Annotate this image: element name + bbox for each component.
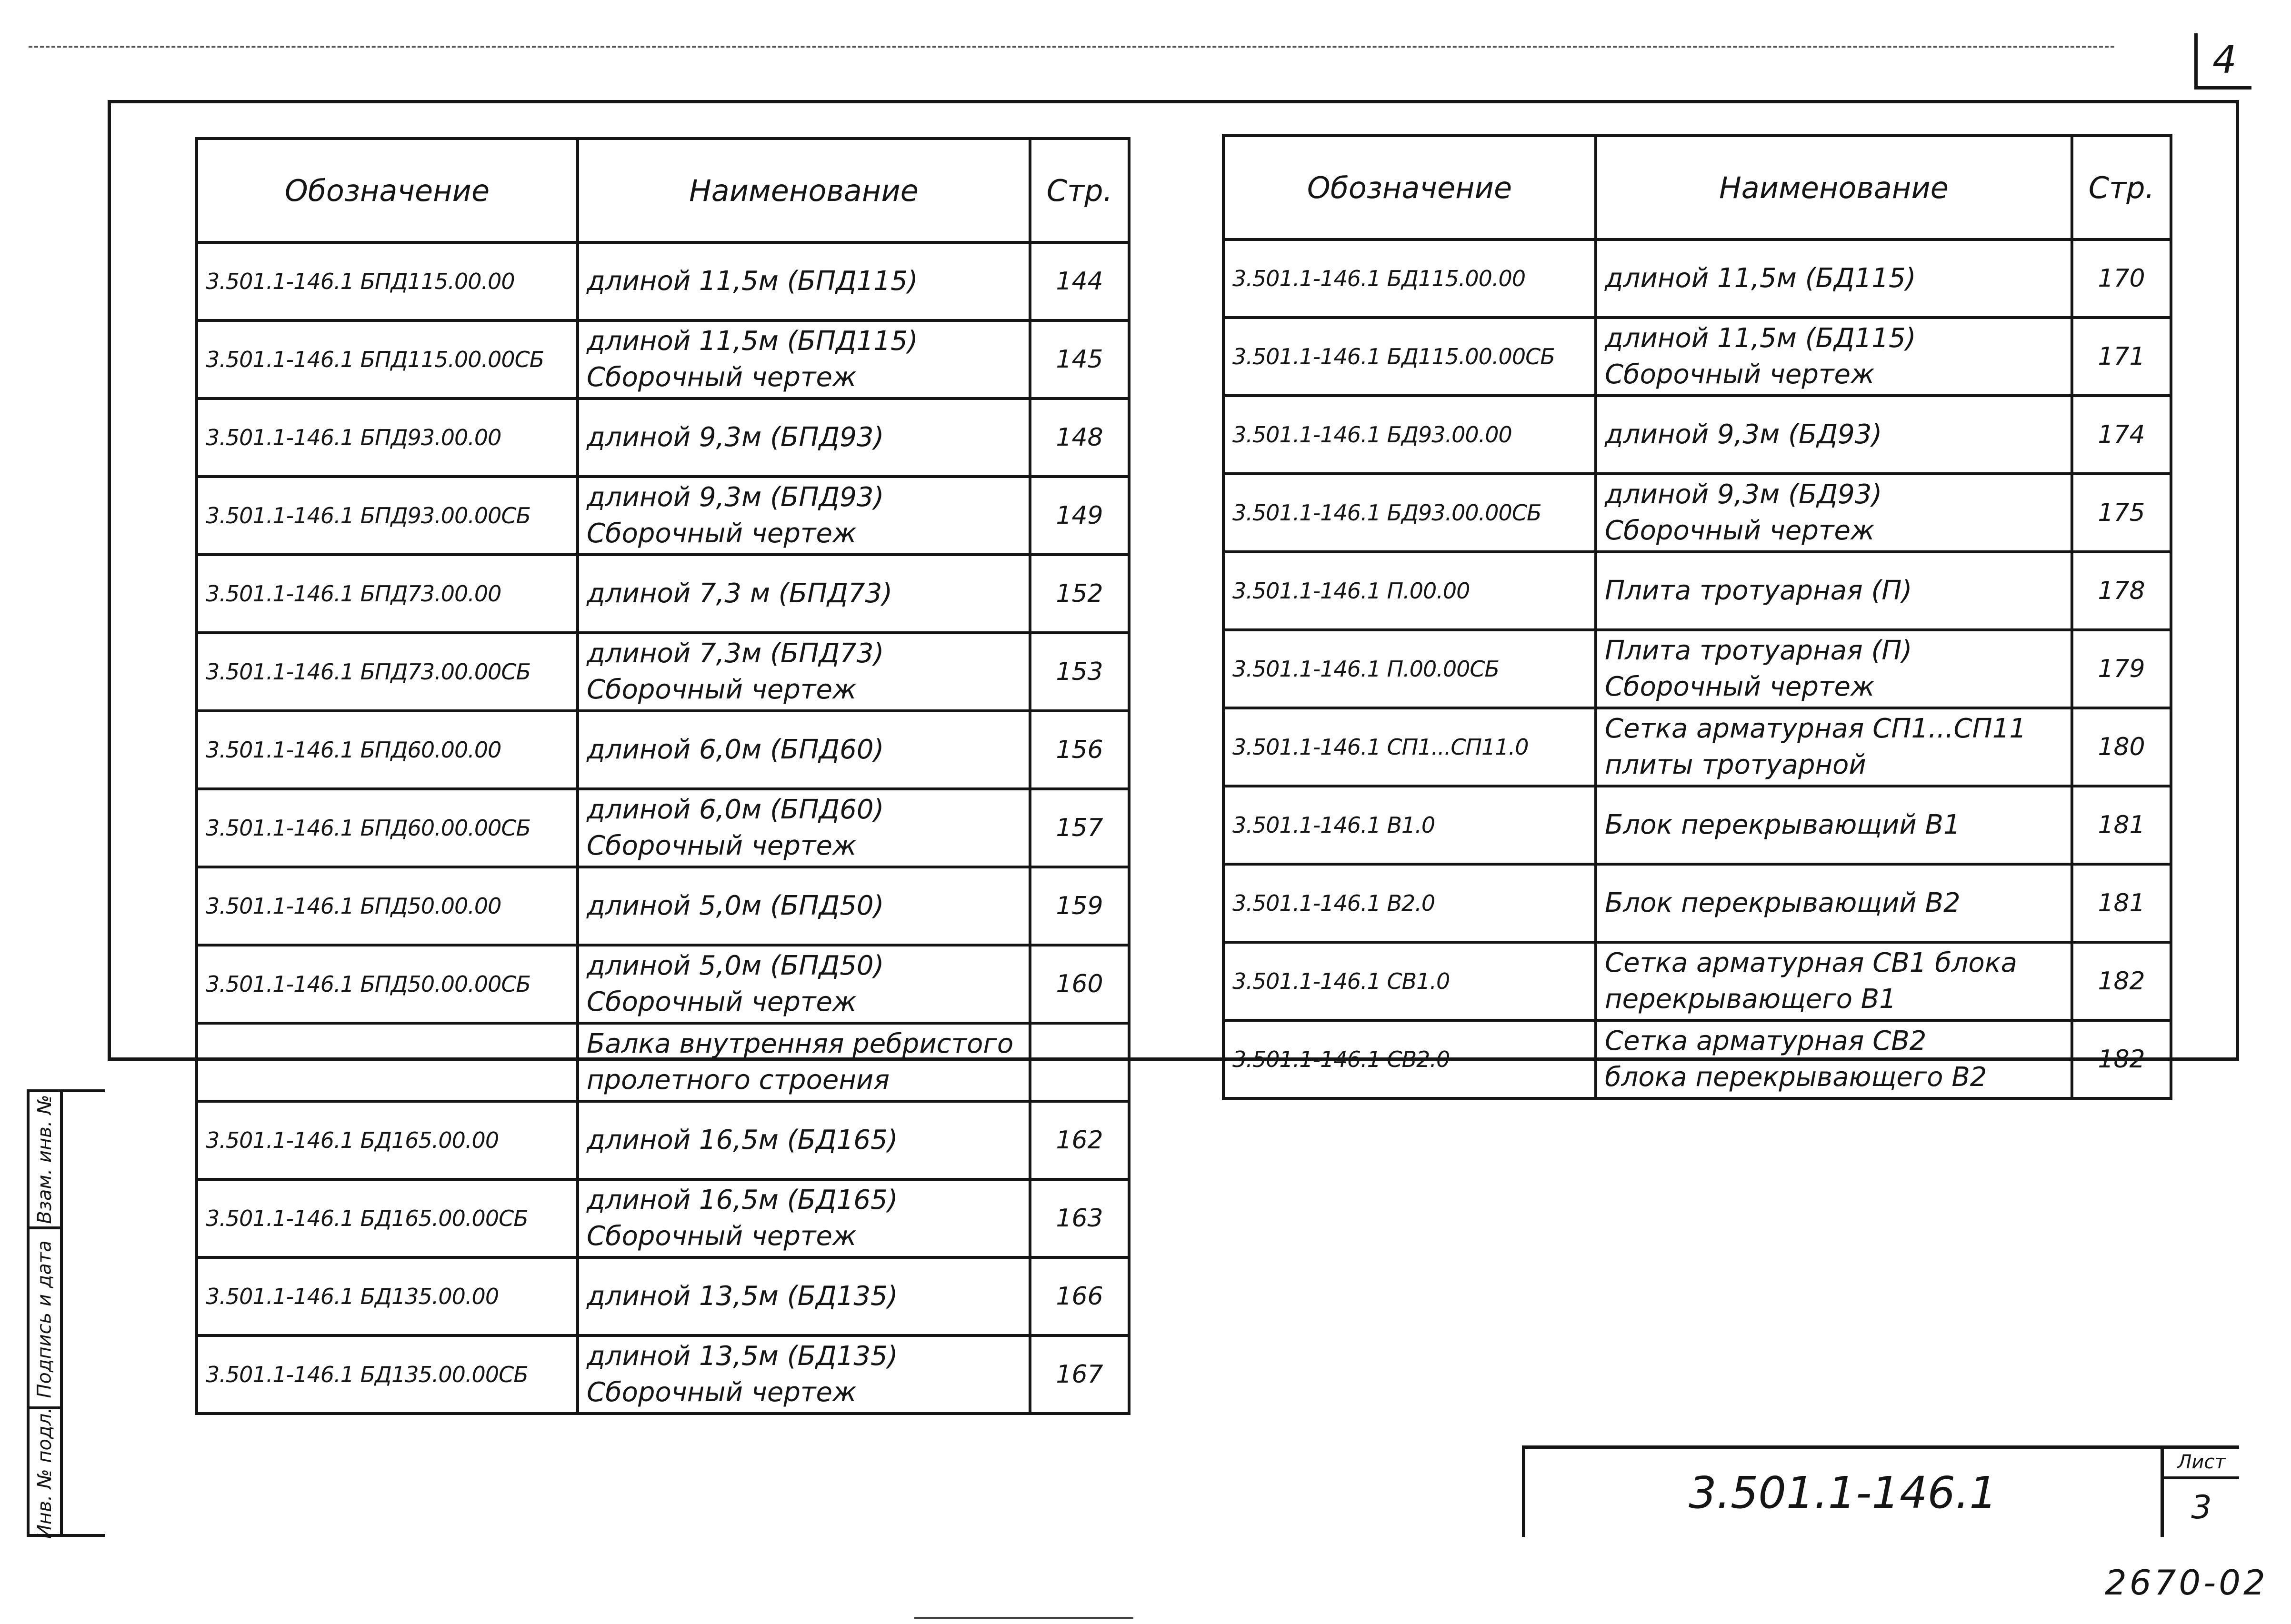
row-code: 3.501.1-146.1 БПД115.00.00: [197, 242, 578, 320]
archive-number: 2670-02: [2105, 1563, 2268, 1603]
table-row: [197, 242, 1129, 320]
table-row-section-heading: [197, 1023, 1129, 1101]
row-page: 162: [1030, 1101, 1129, 1179]
row-name: длиной 6,0м (БПД60): [578, 711, 1030, 789]
left-header-name: Наименование: [578, 139, 1030, 242]
row-name: длиной 7,3м (БПД73) Сборочный чертеж: [578, 633, 1030, 711]
row-page: 144: [1030, 242, 1129, 320]
row-page: 153: [1030, 633, 1129, 711]
row-page: 170: [2072, 239, 2171, 318]
table-row: [197, 399, 1129, 477]
left-header-page: Стр.: [1030, 139, 1129, 242]
left-header-designation: Обозначение: [197, 139, 578, 242]
table-row: [1223, 396, 2171, 474]
row-page: 156: [1030, 711, 1129, 789]
row-code: 3.501.1-146.1 БПД60.00.00: [197, 711, 578, 789]
sheet-number: 3: [2191, 1489, 2212, 1526]
row-name: длиной 9,3м (БД93) Сборочный чертеж: [1596, 474, 2072, 552]
row-code: 3.501.1-146.1 БПД115.00.00СБ: [197, 320, 578, 399]
top-trim-line: [29, 46, 2114, 48]
document-designation: 3.501.1-146.1: [1689, 1467, 1997, 1518]
row-code: 3.501.1-146.1 БД93.00.00СБ: [1223, 474, 1596, 552]
row-code: 3.501.1-146.1 БПД60.00.00СБ: [197, 789, 578, 867]
row-page: 179: [2072, 630, 2171, 708]
table-row: [1223, 942, 2171, 1020]
row-page: [1030, 1023, 1129, 1101]
row-page: 148: [1030, 399, 1129, 477]
row-name: длиной 5,0м (БПД50) Сборочный чертеж: [578, 945, 1030, 1023]
table-row: [1223, 786, 2171, 864]
row-name: Сетка арматурная СВ2 блока перекрывающего В2: [1596, 1020, 2072, 1098]
table-row: [1223, 864, 2171, 942]
row-page: 167: [1030, 1335, 1129, 1414]
row-page: 166: [1030, 1257, 1129, 1335]
row-name: длиной 6,0м (БПД60) Сборочный чертеж: [578, 789, 1030, 867]
row-page: 159: [1030, 867, 1129, 945]
table-row: [1223, 630, 2171, 708]
row-name: Балка внутренняя ребристого пролетного строения: [578, 1023, 1030, 1101]
row-page: 145: [1030, 320, 1129, 399]
side-stamp-label: Взам. инв. №: [34, 1095, 56, 1224]
row-code: 3.501.1-146.1 СП1...СП11.0: [1223, 708, 1596, 786]
row-name: длиной 11,5м (БД115): [1596, 239, 2072, 318]
row-page: 181: [2072, 786, 2171, 864]
table-row: [197, 789, 1129, 867]
row-name: длиной 16,5м (БД165): [578, 1101, 1030, 1179]
row-name: Плита тротуарная (П): [1596, 552, 2072, 630]
row-page: 180: [2072, 708, 2171, 786]
row-page: 178: [2072, 552, 2171, 630]
row-name: Блок перекрывающий В1: [1596, 786, 2072, 864]
row-code: 3.501.1-146.1 БД115.00.00: [1223, 239, 1596, 318]
row-code: 3.501.1-146.1 БД135.00.00: [197, 1257, 578, 1335]
table-row: [1223, 474, 2171, 552]
row-page: 181: [2072, 864, 2171, 942]
row-page: 160: [1030, 945, 1129, 1023]
row-name: длиной 11,5м (БПД115): [578, 242, 1030, 320]
table-row: [197, 633, 1129, 711]
table-row: [1223, 552, 2171, 630]
table-row: [1223, 1020, 2171, 1098]
row-code: 3.501.1-146.1 БПД93.00.00СБ: [197, 477, 578, 555]
row-code: 3.501.1-146.1 БД115.00.00СБ: [1223, 318, 1596, 396]
table-row: [197, 1335, 1129, 1414]
table-row: [197, 477, 1129, 555]
table-row: [197, 867, 1129, 945]
row-name: длиной 5,0м (БПД50): [578, 867, 1030, 945]
right-spec-table: [1222, 134, 2172, 1100]
row-page: 174: [2072, 396, 2171, 474]
table-row: [1223, 239, 2171, 318]
right-header-name: Наименование: [1596, 136, 2072, 239]
left-spec-table: [195, 137, 1130, 1415]
title-block: [1522, 1445, 2239, 1537]
title-block-sheet-cell: [2161, 1449, 2239, 1537]
row-page: 149: [1030, 477, 1129, 555]
corner-sheet-box: [2194, 33, 2251, 90]
row-code: 3.501.1-146.1 БД93.00.00: [1223, 396, 1596, 474]
row-name: длиной 9,3м (БПД93) Сборочный чертеж: [578, 477, 1030, 555]
row-name: Сетка арматурная СВ1 блока перекрывающего В1: [1596, 942, 2072, 1020]
table-row: [197, 1101, 1129, 1179]
table-row: [1223, 708, 2171, 786]
corner-sheet-number: 4: [2212, 38, 2237, 82]
right-header-page: Стр.: [2072, 136, 2171, 239]
side-stamp-label: Инв. № подл.: [34, 1407, 56, 1539]
row-code: 3.501.1-146.1 БПД50.00.00СБ: [197, 945, 578, 1023]
side-stamp-cell-signature: [30, 1226, 60, 1409]
row-page: 152: [1030, 555, 1129, 633]
row-name: длиной 11,5м (БПД115) Сборочный чертеж: [578, 320, 1030, 399]
table-row: [197, 555, 1129, 633]
row-page: 182: [2072, 1020, 2171, 1098]
row-code: 3.501.1-146.1 В2.0: [1223, 864, 1596, 942]
row-name: Сетка арматурная СП1...СП11 плиты тротуарной: [1596, 708, 2072, 786]
row-name: длиной 13,5м (БД135): [578, 1257, 1030, 1335]
row-code: 3.501.1-146.1 В1.0: [1223, 786, 1596, 864]
table-row: [197, 320, 1129, 399]
row-name: длиной 9,3м (БПД93): [578, 399, 1030, 477]
row-code: 3.501.1-146.1 БПД93.00.00: [197, 399, 578, 477]
title-block-designation-cell: [1525, 1449, 2161, 1537]
side-stamp-label: Подпись и дата: [34, 1240, 56, 1398]
row-name: длиной 16,5м (БД165) Сборочный чертеж: [578, 1179, 1030, 1257]
row-code: 3.501.1-146.1 П.00.00СБ: [1223, 630, 1596, 708]
side-stamp-divider: [60, 1092, 63, 1534]
row-page: 157: [1030, 789, 1129, 867]
row-code: 3.501.1-146.1 БД165.00.00: [197, 1101, 578, 1179]
row-code: 3.501.1-146.1 СВ2.0: [1223, 1020, 1596, 1098]
table-row: [197, 711, 1129, 789]
row-code: 3.501.1-146.1 СВ1.0: [1223, 942, 1596, 1020]
row-code: 3.501.1-146.1 БПД73.00.00СБ: [197, 633, 578, 711]
side-stamp-cell-inventory: [30, 1406, 60, 1537]
row-code: 3.501.1-146.1 БПД50.00.00: [197, 867, 578, 945]
side-stamp: [27, 1089, 105, 1537]
row-name: Блок перекрывающий В2: [1596, 864, 2072, 942]
table-row: [197, 1179, 1129, 1257]
row-code: 3.501.1-146.1 БД165.00.00СБ: [197, 1179, 578, 1257]
row-name: длиной 11,5м (БД115) Сборочный чертеж: [1596, 318, 2072, 396]
row-name: Плита тротуарная (П) Сборочный чертеж: [1596, 630, 2072, 708]
row-page: 171: [2072, 318, 2171, 396]
right-header-designation: Обозначение: [1223, 136, 1596, 239]
row-code: 3.501.1-146.1 БПД73.00.00: [197, 555, 578, 633]
side-stamp-cell-replacement: [30, 1092, 60, 1226]
sheet-label: Лист: [2164, 1449, 2239, 1479]
row-code: [197, 1023, 578, 1101]
row-page: 182: [2072, 942, 2171, 1020]
row-page: 175: [2072, 474, 2171, 552]
table-row: [197, 1257, 1129, 1335]
table-row: [1223, 318, 2171, 396]
row-name: длиной 9,3м (БД93): [1596, 396, 2072, 474]
row-name: длиной 13,5м (БД135) Сборочный чертеж: [578, 1335, 1030, 1414]
row-code: 3.501.1-146.1 БД135.00.00СБ: [197, 1335, 578, 1414]
row-code: 3.501.1-146.1 П.00.00: [1223, 552, 1596, 630]
row-name: длиной 7,3 м (БПД73): [578, 555, 1030, 633]
table-row: [197, 945, 1129, 1023]
bottom-trim-line: [914, 1617, 1133, 1619]
row-page: 163: [1030, 1179, 1129, 1257]
